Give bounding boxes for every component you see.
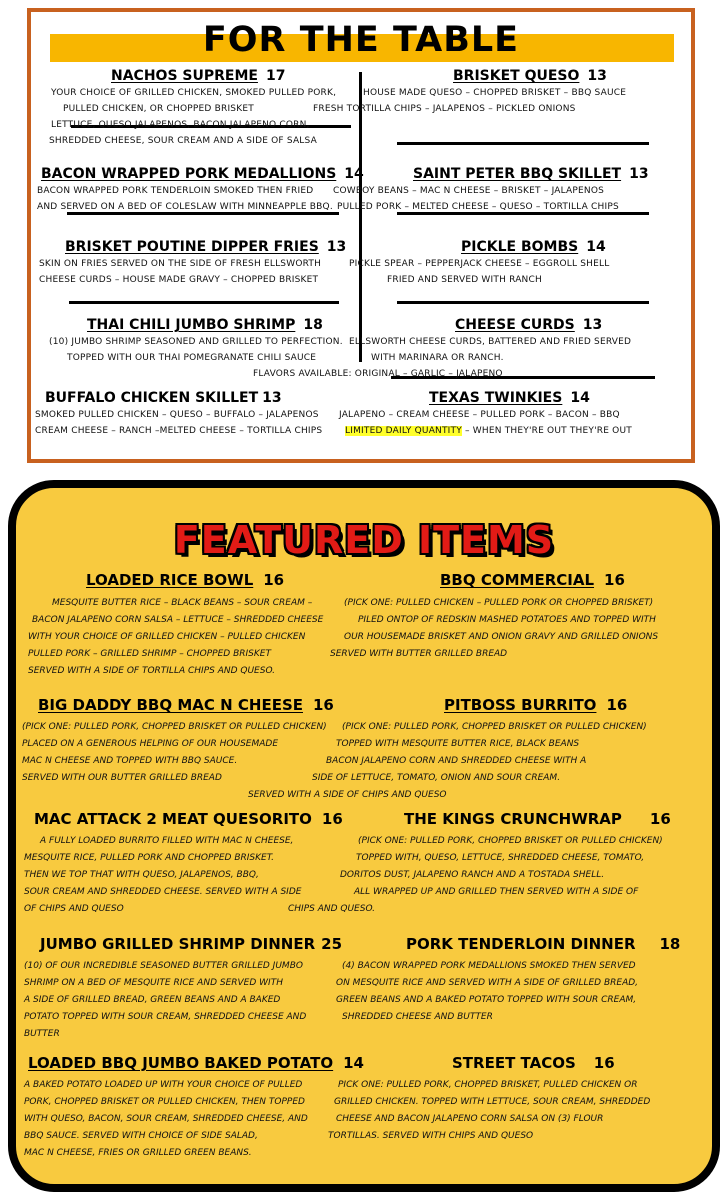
description-line: SERVED WITH BUTTER GRILLED BREAD <box>330 649 508 659</box>
description-line: PULLED CHICKEN, OR CHOPPED BRISKET <box>63 104 254 114</box>
description-line: PULLED PORK – MELTED CHEESE – QUESO – TORTILLA CHIPS <box>337 202 619 212</box>
item-price: 16 <box>649 810 671 828</box>
menu-item-title <box>41 165 364 183</box>
description-line: SHRIMP ON A BED OF MESQUITE RICE AND SERVED WITH <box>24 978 283 988</box>
description-line: GRILLED CHICKEN. TOPPED WITH LETTUCE, SOUR CREAM, SHREDDED <box>334 1097 651 1107</box>
description-line: WITH MARINARA OR RANCH. <box>371 353 504 363</box>
item-price: 13 <box>326 239 347 255</box>
item-name: TEXAS TWINKIES <box>429 390 563 406</box>
item-price: 17 <box>265 68 286 84</box>
item-price: 25 <box>321 935 343 953</box>
description-line: CHIPS AND QUESO. <box>288 904 376 914</box>
limited-quantity-highlight: LIMITED DAILY QUANTITY <box>345 426 462 436</box>
item-price: 14 <box>586 239 606 255</box>
item-price: 16 <box>263 571 285 589</box>
item-name: THAI CHILI JUMBO SHRIMP <box>87 317 296 333</box>
item-price: 14 <box>344 166 364 182</box>
description-line: (PICK ONE: PULLED CHICKEN – PULLED PORK OR CHOPPED BRISKET) <box>344 598 654 608</box>
description-line <box>339 423 632 439</box>
item-name: LOADED RICE BOWL <box>86 571 254 589</box>
item-name: SAINT PETER BBQ SKILLET <box>413 166 622 182</box>
item-price: 14 <box>343 1054 364 1072</box>
item-description <box>24 833 301 918</box>
menu-item-title <box>429 389 590 407</box>
item-description <box>39 256 321 288</box>
item-name: PORK TENDERLOIN DINNER <box>406 935 636 953</box>
description-line: SERVED WITH A SIDE OF CHIPS AND QUESO <box>248 790 447 800</box>
item-description <box>37 183 333 215</box>
menu-item-title <box>444 695 627 715</box>
item-description <box>328 1077 650 1145</box>
item-description <box>330 595 658 663</box>
item-price: 13 <box>262 390 282 406</box>
item-name: LOADED BBQ JUMBO BAKED POTATO <box>28 1054 334 1072</box>
item-description <box>313 85 626 117</box>
item-price: 16 <box>593 1054 615 1072</box>
description-line: (10) OF OUR INCREDIBLE SEASONED BUTTER GRILLED JUMBO <box>24 961 303 971</box>
description-line: FRIED AND SERVED WITH RANCH <box>387 275 542 285</box>
item-name: NACHOS SUPREME <box>111 68 258 84</box>
flavors-note: FLAVORS AVAILABLE: ORIGINAL – GARLIC – JALAPENO <box>253 369 503 379</box>
item-name: THE KINGS CRUNCHWRAP <box>404 810 622 828</box>
menu-item-title <box>38 695 334 715</box>
divider <box>397 301 649 304</box>
description-line: OF CHIPS AND QUESO <box>24 904 124 914</box>
item-name: JUMBO GRILLED SHRIMP DINNER <box>40 935 316 953</box>
description-line: ON MESQUITE RICE AND SERVED WITH A SIDE OF GRILLED BREAD, <box>336 978 639 988</box>
description-line: COWBOY BEANS – MAC N CHEESE – BRISKET – JALAPENOS <box>333 186 605 196</box>
description-line: WITH YOUR CHOICE OF GRILLED CHICKEN – PULLED CHICKEN <box>28 632 306 642</box>
description-line: SHREDDED CHEESE, SOUR CREAM AND A SIDE OF SALSA <box>49 136 317 146</box>
menu-item-title <box>34 809 343 829</box>
item-description <box>339 407 632 439</box>
item-name: BRISKET POUTINE DIPPER FRIES <box>65 239 319 255</box>
description-line: MESQUITE RICE, PULLED PORK AND CHOPPED BRISKET. <box>24 853 275 863</box>
item-description <box>248 719 647 804</box>
description-line: (4) BACON WRAPPED PORK MEDALLIONS SMOKED THEN SERVED <box>342 961 636 971</box>
description-line: POTATO TOPPED WITH SOUR CREAM, SHREDDED CHEESE AND <box>24 1012 307 1022</box>
menu-item-title <box>65 238 346 256</box>
item-description <box>333 183 619 215</box>
menu-item-title <box>413 165 649 183</box>
description-line: (PICK ONE: PULLED PORK, CHOPPED BRISKET OR PULLED CHICKEN) <box>358 836 663 846</box>
item-description <box>336 958 638 1026</box>
for-the-table-panel <box>27 8 695 463</box>
description-line: THEN WE TOP THAT WITH QUESO, JALAPENOS, BBQ, <box>24 870 259 880</box>
item-name: PICKLE BOMBS <box>461 239 579 255</box>
description-line: PILED ONTOP OF REDSKIN MASHED POTATOES AND TOPPED WITH <box>358 615 656 625</box>
description-line: A FULLY LOADED BURRITO FILLED WITH MAC N CHEESE, <box>40 836 294 846</box>
description-line: YOUR CHOICE OF GRILLED CHICKEN, SMOKED PULLED PORK, <box>51 88 337 98</box>
description-line: SHREDDED CHEESE AND BUTTER <box>342 1012 493 1022</box>
item-price: 16 <box>313 696 334 714</box>
item-price: 16 <box>604 571 625 589</box>
description-line: MAC N CHEESE, FRIES OR GRILLED GREEN BEANS. <box>24 1148 252 1158</box>
description-line: TOPPED WITH OUR THAI POMEGRANATE CHILI SAUCE <box>67 353 317 363</box>
item-name: CHEESE CURDS <box>455 317 575 333</box>
description-line: PICK ONE: PULLED PORK, CHOPPED BRISKET, PULLED CHICKEN OR <box>338 1080 638 1090</box>
item-name: PITBOSS BURRITO <box>444 696 597 714</box>
item-name: STREET TACOS <box>452 1054 576 1072</box>
description-line: (PICK ONE: PULLED PORK, CHOPPED BRISKET OR PULLED CHICKEN) <box>342 722 647 732</box>
menu-item-title <box>45 389 282 407</box>
description-line: AND SERVED ON A BED OF COLESLAW WITH MINNEAPPLE BBQ. <box>37 202 333 212</box>
description-line: ALL WRAPPED UP AND GRILLED THEN SERVED WITH A SIDE OF <box>354 887 639 897</box>
description-line: OUR HOUSEMADE BRISKET AND ONION GRAVY AND GRILLED ONIONS <box>344 632 659 642</box>
menu-item-title <box>87 316 323 334</box>
menu-item-title <box>455 316 602 334</box>
description-line: PICKLE SPEAR – PEPPERJACK CHEESE – EGGROLL SHELL <box>349 259 610 269</box>
description-line: BUTTER <box>24 1029 60 1039</box>
item-description <box>349 334 631 366</box>
description-line: SERVED WITH OUR BUTTER GRILLED BREAD <box>22 773 222 783</box>
description-line: MAC N CHEESE AND TOPPED WITH BBQ SAUCE. <box>22 756 238 766</box>
item-price: 18 <box>659 935 681 953</box>
item-price: 16 <box>606 696 628 714</box>
item-description <box>51 85 336 149</box>
item-description <box>24 1077 308 1162</box>
description-line: PORK, CHOPPED BRISKET OR PULLED CHICKEN, THEN TOPPED <box>24 1097 305 1107</box>
item-description <box>35 407 322 439</box>
item-price: 13 <box>582 317 603 333</box>
description-line: FRESH TORTILLA CHIPS – JALAPENOS – PICKLED ONIONS <box>313 104 576 114</box>
item-name: BACON WRAPPED PORK MEDALLIONS <box>41 166 337 182</box>
description-line: JALAPENO – CREAM CHEESE – PULLED PORK – BACON – BBQ <box>339 410 620 420</box>
item-price: 14 <box>570 390 590 406</box>
section-title-for-the-table: FOR THE TABLE <box>202 20 520 60</box>
menu-item-title <box>406 934 680 954</box>
menu-item-title <box>40 934 342 954</box>
description-line: MESQUITE BUTTER RICE – BLACK BEANS – SOUR CREAM – <box>52 598 313 608</box>
description-line: BACON JALAPENO CORN AND SHREDDED CHEESE WITH A <box>326 756 587 766</box>
description-line: ELLSWORTH CHEESE CURDS, BATTERED AND FRIED SERVED <box>349 337 632 347</box>
description-line: CREAM CHEESE – RANCH –MELTED CHEESE – TORTILLA CHIPS <box>35 426 323 436</box>
item-price: 13 <box>629 166 649 182</box>
item-description <box>349 256 609 288</box>
description-text: – WHEN THEY'RE OUT THEY'RE OUT <box>461 426 632 436</box>
section-title-featured-items: FEATURED ITEMS <box>173 518 555 562</box>
menu-item-title <box>404 809 671 829</box>
item-price: 18 <box>303 317 323 333</box>
description-line: A SIDE OF GRILLED BREAD, GREEN BEANS AND A BAKED <box>24 995 281 1005</box>
description-line: HOUSE MADE QUESO – CHOPPED BRISKET – BBQ SAUCE <box>363 88 627 98</box>
menu-item-title <box>461 238 606 256</box>
item-name: BUFFALO CHICKEN SKILLET <box>45 390 259 406</box>
menu-item-title <box>440 570 625 590</box>
description-line: CHEESE CURDS – HOUSE MADE GRAVY – CHOPPED BRISKET <box>39 275 319 285</box>
description-line: TOPPED WITH, QUESO, LETTUCE, SHREDDED CHEESE, TOMATO, <box>356 853 645 863</box>
menu-item-title <box>111 67 285 85</box>
description-line: DORITOS DUST, JALAPENO RANCH AND A TOSTADA SHELL. <box>340 870 605 880</box>
item-description <box>24 958 306 1043</box>
description-line: TOPPED WITH MESQUITE BUTTER RICE, BLACK BEANS <box>336 739 580 749</box>
description-line: SERVED WITH A SIDE OF TORTILLA CHIPS AND QUESO. <box>28 666 276 676</box>
description-line: (PICK ONE: PULLED PORK, CHOPPED BRISKET OR PULLED CHICKEN) <box>22 722 327 732</box>
description-line: SKIN ON FRIES SERVED ON THE SIDE OF FRESH ELLSWORTH <box>39 259 322 269</box>
featured-items-panel <box>8 480 720 1192</box>
description-line: CHEESE AND BACON JALAPENO CORN SALSA ON (3) FLOUR <box>336 1114 604 1124</box>
item-name: BBQ COMMERCIAL <box>440 571 595 589</box>
item-name: MAC ATTACK 2 MEAT QUESORITO <box>34 810 312 828</box>
description-line: LETTUCE, QUESO JALAPENOS, BACON JALAPENO CORN, <box>51 120 310 130</box>
item-description <box>49 334 343 366</box>
description-line: SMOKED PULLED CHICKEN – QUESO – BUFFALO – JALAPENOS <box>35 410 319 420</box>
menu-item-title <box>452 1053 615 1073</box>
description-line: SOUR CREAM AND SHREDDED CHEESE. SERVED WITH A SIDE <box>24 887 302 897</box>
description-line: PLACED ON A GENEROUS HELPING OF OUR HOUSEMADE <box>22 739 279 749</box>
divider <box>397 142 649 145</box>
item-price: 13 <box>587 68 607 84</box>
menu-item-title <box>86 570 284 590</box>
item-name: BIG DADDY BBQ MAC N CHEESE <box>38 696 303 714</box>
description-line: PULLED PORK – GRILLED SHRIMP – CHOPPED BRISKET <box>28 649 271 659</box>
description-line: BACON WRAPPED PORK TENDERLOIN SMOKED THEN FRIED <box>37 186 314 196</box>
item-price: 16 <box>321 810 343 828</box>
menu-item-title <box>28 1053 364 1073</box>
item-name: BRISKET QUESO <box>453 68 580 84</box>
divider <box>69 301 339 304</box>
description-line: BBQ SAUCE. SERVED WITH CHOICE OF SIDE SALAD, <box>24 1131 258 1141</box>
description-line: WITH QUESO, BACON, SOUR CREAM, SHREDDED CHEESE, AND <box>24 1114 308 1124</box>
item-description <box>28 595 323 680</box>
description-line: TORTILLAS. SERVED WITH CHIPS AND QUESO <box>328 1131 534 1141</box>
description-line: A BAKED POTATO LOADED UP WITH YOUR CHOICE OF PULLED <box>24 1080 303 1090</box>
menu-item-title <box>453 67 607 85</box>
item-description <box>278 833 663 918</box>
description-line: BACON JALAPENO CORN SALSA – LETTUCE – SHREDDED CHEESE <box>32 615 324 625</box>
description-line: GREEN BEANS AND A BAKED POTATO TOPPED WITH SOUR CREAM, <box>336 995 637 1005</box>
description-line: SIDE OF LETTUCE, TOMATO, ONION AND SOUR CREAM. <box>312 773 561 783</box>
description-line: (10) JUMBO SHRIMP SEASONED AND GRILLED TO PERFECTION. <box>49 337 343 347</box>
